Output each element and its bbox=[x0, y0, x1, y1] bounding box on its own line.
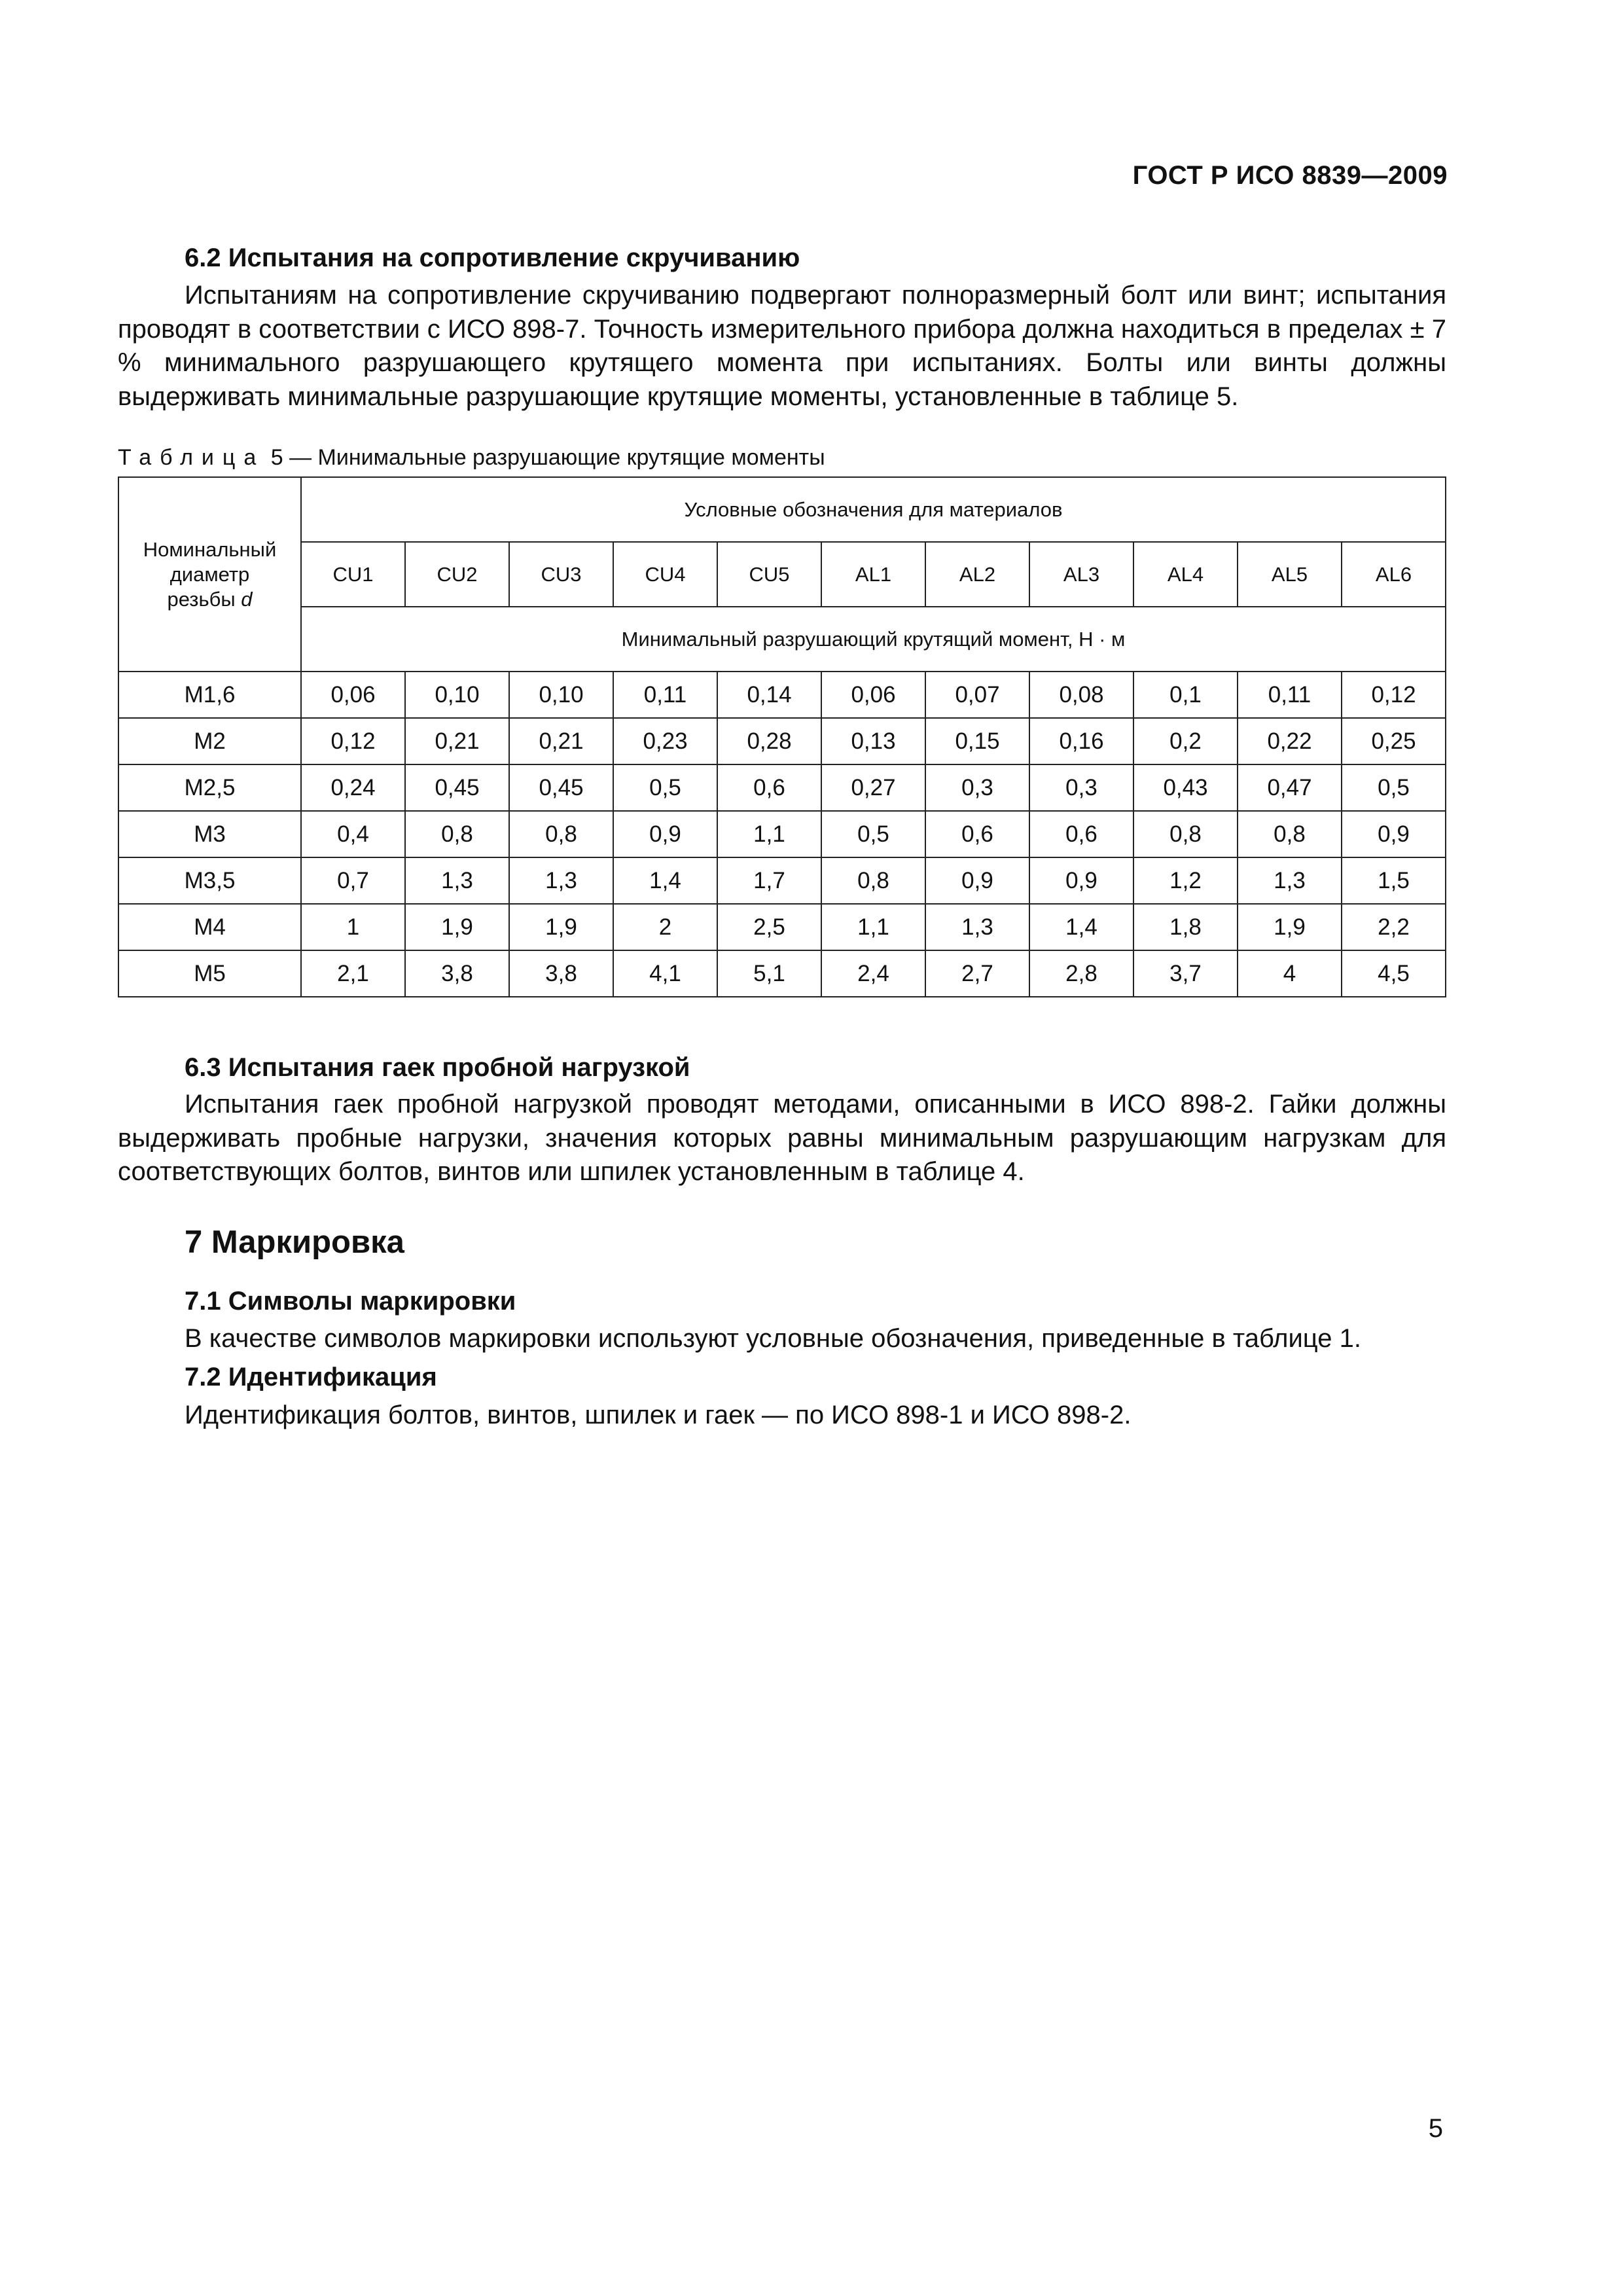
torque-value-cell: 1,1 bbox=[717, 811, 821, 857]
torque-value-cell: 0,9 bbox=[1029, 857, 1133, 904]
torque-value-cell: 1,5 bbox=[1342, 857, 1446, 904]
torque-value-cell: 0,06 bbox=[301, 672, 405, 718]
torque-value-cell: 0,14 bbox=[717, 672, 821, 718]
torque-value-cell: 2,2 bbox=[1342, 904, 1446, 950]
torque-value-cell: 2,7 bbox=[925, 950, 1029, 997]
torque-value-cell: 0,16 bbox=[1029, 718, 1133, 764]
section-6-2-paragraph bbox=[118, 279, 1446, 414]
torque-value-cell: 4,1 bbox=[613, 950, 717, 997]
torque-value-cell: 1,9 bbox=[509, 904, 613, 950]
torque-value-cell: 3,7 bbox=[1133, 950, 1238, 997]
torque-value-cell: 0,6 bbox=[1029, 811, 1133, 857]
torque-value-cell: 2 bbox=[613, 904, 717, 950]
table-row bbox=[118, 857, 1446, 904]
torque-value-cell: 0,12 bbox=[301, 718, 405, 764]
torque-value-cell: 0,21 bbox=[405, 718, 509, 764]
torque-value-cell: 1,3 bbox=[1238, 857, 1342, 904]
table-caption-lead: Таблица bbox=[118, 445, 265, 470]
material-column-header: CU3 bbox=[509, 542, 613, 607]
torque-value-cell: 0,6 bbox=[925, 811, 1029, 857]
section-7-2-paragraph bbox=[118, 1399, 1446, 1433]
torque-value-cell: 0,9 bbox=[925, 857, 1029, 904]
material-column-header: CU4 bbox=[613, 542, 717, 607]
torque-value-cell: 1,2 bbox=[1133, 857, 1238, 904]
torque-value-cell: 0,28 bbox=[717, 718, 821, 764]
torque-value-cell: 0,8 bbox=[1133, 811, 1238, 857]
section-7-1-heading: 7.1 Символы маркировки bbox=[185, 1287, 516, 1316]
section-7-heading: 7 Маркировка bbox=[185, 1225, 404, 1260]
torque-value-cell: 0,06 bbox=[821, 672, 925, 718]
material-group-header: Условные обозначения для материалов bbox=[301, 477, 1446, 542]
stub-header-line-2: диаметр bbox=[169, 562, 250, 586]
section-7-1-text: В качестве символов маркировки используют условные обозначения, приведенные в таблице 1. bbox=[185, 1324, 1361, 1353]
table-row bbox=[118, 672, 1446, 718]
section-7-1-paragraph bbox=[118, 1322, 1446, 1356]
torque-value-cell: 0,21 bbox=[509, 718, 613, 764]
torque-value-cell: 1,9 bbox=[1238, 904, 1342, 950]
material-columns-row bbox=[118, 542, 1446, 607]
torque-value-cell: 2,8 bbox=[1029, 950, 1133, 997]
section-6-3-paragraph bbox=[118, 1088, 1446, 1189]
material-column-header: AL3 bbox=[1029, 542, 1133, 607]
torque-value-cell: 0,1 bbox=[1133, 672, 1238, 718]
section-6-2-heading: 6.2 Испытания на сопротивление скручиванию bbox=[185, 243, 800, 272]
torque-value-cell: 0,5 bbox=[821, 811, 925, 857]
torque-value-cell: 0,8 bbox=[1238, 811, 1342, 857]
torque-value-cell: 0,45 bbox=[405, 764, 509, 811]
thread-size-cell: M2 bbox=[118, 718, 301, 764]
torque-value-cell: 0,27 bbox=[821, 764, 925, 811]
torque-value-cell: 1,8 bbox=[1133, 904, 1238, 950]
torque-value-cell: 0,10 bbox=[509, 672, 613, 718]
thread-size-cell: M4 bbox=[118, 904, 301, 950]
torque-value-cell: 1 bbox=[301, 904, 405, 950]
torque-value-cell: 0,7 bbox=[301, 857, 405, 904]
torque-value-cell: 1,4 bbox=[1029, 904, 1133, 950]
torque-value-cell: 0,6 bbox=[717, 764, 821, 811]
torque-value-cell: 0,11 bbox=[1238, 672, 1342, 718]
material-column-header: AL2 bbox=[925, 542, 1029, 607]
torque-value-cell: 1,7 bbox=[717, 857, 821, 904]
torque-value-cell: 1,1 bbox=[821, 904, 925, 950]
torque-value-cell: 0,8 bbox=[509, 811, 613, 857]
torque-value-cell: 0,8 bbox=[821, 857, 925, 904]
torque-value-cell: 4 bbox=[1238, 950, 1342, 997]
standard-designation: ГОСТ Р ИСО 8839—2009 bbox=[1132, 161, 1448, 190]
torque-value-cell: 0,9 bbox=[613, 811, 717, 857]
torque-value-cell: 0,12 bbox=[1342, 672, 1446, 718]
torque-value-cell: 0,45 bbox=[509, 764, 613, 811]
section-7-2-text: Идентификация болтов, винтов, шпилек и гаек — по ИСО 898-1 и ИСО 898-2. bbox=[185, 1401, 1132, 1429]
material-column-header: AL5 bbox=[1238, 542, 1342, 607]
torque-value-cell: 0,5 bbox=[1342, 764, 1446, 811]
table-row bbox=[118, 950, 1446, 997]
stub-header bbox=[118, 477, 301, 672]
torque-value-cell: 0,43 bbox=[1133, 764, 1238, 811]
page-number: 5 bbox=[1428, 2114, 1443, 2143]
torque-value-cell: 1,3 bbox=[509, 857, 613, 904]
table-caption-title: 5 — Минимальные разрушающие крутящие моменты bbox=[264, 445, 825, 470]
torque-value-cell: 0,9 bbox=[1342, 811, 1446, 857]
torque-value-cell: 0,25 bbox=[1342, 718, 1446, 764]
torque-value-cell: 2,1 bbox=[301, 950, 405, 997]
thread-size-cell: M1,6 bbox=[118, 672, 301, 718]
table-row bbox=[118, 718, 1446, 764]
torque-value-cell: 0,13 bbox=[821, 718, 925, 764]
table-5-caption bbox=[118, 445, 825, 471]
torque-value-cell: 0,8 bbox=[405, 811, 509, 857]
torque-value-cell: 0,3 bbox=[1029, 764, 1133, 811]
material-column-header: AL6 bbox=[1342, 542, 1446, 607]
torque-value-cell: 2,5 bbox=[717, 904, 821, 950]
stub-header-line-3: резьбы bbox=[167, 587, 236, 611]
stub-header-line-1: Номинальный bbox=[143, 537, 277, 561]
torque-value-cell: 0,15 bbox=[925, 718, 1029, 764]
torque-value-cell: 2,4 bbox=[821, 950, 925, 997]
torque-value-cell: 0,11 bbox=[613, 672, 717, 718]
torque-value-cell: 0,10 bbox=[405, 672, 509, 718]
section-7-2-heading: 7.2 Идентификация bbox=[185, 1363, 437, 1391]
torque-value-cell: 3,8 bbox=[405, 950, 509, 997]
thread-diameter-symbol: d bbox=[241, 587, 253, 611]
torque-value-cell: 0,22 bbox=[1238, 718, 1342, 764]
torque-value-cell: 0,07 bbox=[925, 672, 1029, 718]
torque-value-cell: 0,24 bbox=[301, 764, 405, 811]
torque-value-cell: 0,2 bbox=[1133, 718, 1238, 764]
thread-size-cell: M3,5 bbox=[118, 857, 301, 904]
torque-value-cell: 1,3 bbox=[925, 904, 1029, 950]
material-column-header: AL4 bbox=[1133, 542, 1238, 607]
torque-value-cell: 1,3 bbox=[405, 857, 509, 904]
torque-value-cell: 1,4 bbox=[613, 857, 717, 904]
torque-value-cell: 0,47 bbox=[1238, 764, 1342, 811]
torque-value-cell: 0,4 bbox=[301, 811, 405, 857]
unit-header: Минимальный разрушающий крутящий момент, Н · м bbox=[301, 607, 1446, 672]
table-body bbox=[118, 672, 1446, 997]
torque-value-cell: 0,23 bbox=[613, 718, 717, 764]
torque-value-cell: 5,1 bbox=[717, 950, 821, 997]
torque-value-cell: 4,5 bbox=[1342, 950, 1446, 997]
material-column-header: CU5 bbox=[717, 542, 821, 607]
table-row bbox=[118, 904, 1446, 950]
torque-value-cell: 3,8 bbox=[509, 950, 613, 997]
section-6-3-text: Испытания гаек пробной нагрузкой проводят методами, описанными в ИСО 898-2. Гайки должны выдерживать пробные нагрузки, значения которых равны минимальным разрушающим нагрузкам для соответствующих болтов, винтов или шпилек установленным в таблице 4. bbox=[118, 1090, 1446, 1186]
section-6-3-heading: 6.3 Испытания гаек пробной нагрузкой bbox=[185, 1053, 690, 1082]
table-row bbox=[118, 811, 1446, 857]
section-6-2-text: Испытаниям на сопротивление скручиванию подвергают полноразмерный болт или винт; испытания проводят в соответствии с ИСО 898-7. Точность измерительного прибора должна находиться в пределах ± 7 % минимального разрушающего крутящего момента при испытаниях. Болты или винты должны выдерживать минимальные разрушающие крутящие моменты, установленные в таблице 5. bbox=[118, 281, 1446, 411]
material-column-header: CU2 bbox=[405, 542, 509, 607]
torque-value-cell: 1,9 bbox=[405, 904, 509, 950]
thread-size-cell: M5 bbox=[118, 950, 301, 997]
material-column-header: CU1 bbox=[301, 542, 405, 607]
torque-value-cell: 0,3 bbox=[925, 764, 1029, 811]
thread-size-cell: M2,5 bbox=[118, 764, 301, 811]
table-row bbox=[118, 764, 1446, 811]
thread-size-cell: M3 bbox=[118, 811, 301, 857]
torque-table bbox=[118, 476, 1446, 997]
torque-value-cell: 0,08 bbox=[1029, 672, 1133, 718]
material-column-header: AL1 bbox=[821, 542, 925, 607]
torque-value-cell: 0,5 bbox=[613, 764, 717, 811]
